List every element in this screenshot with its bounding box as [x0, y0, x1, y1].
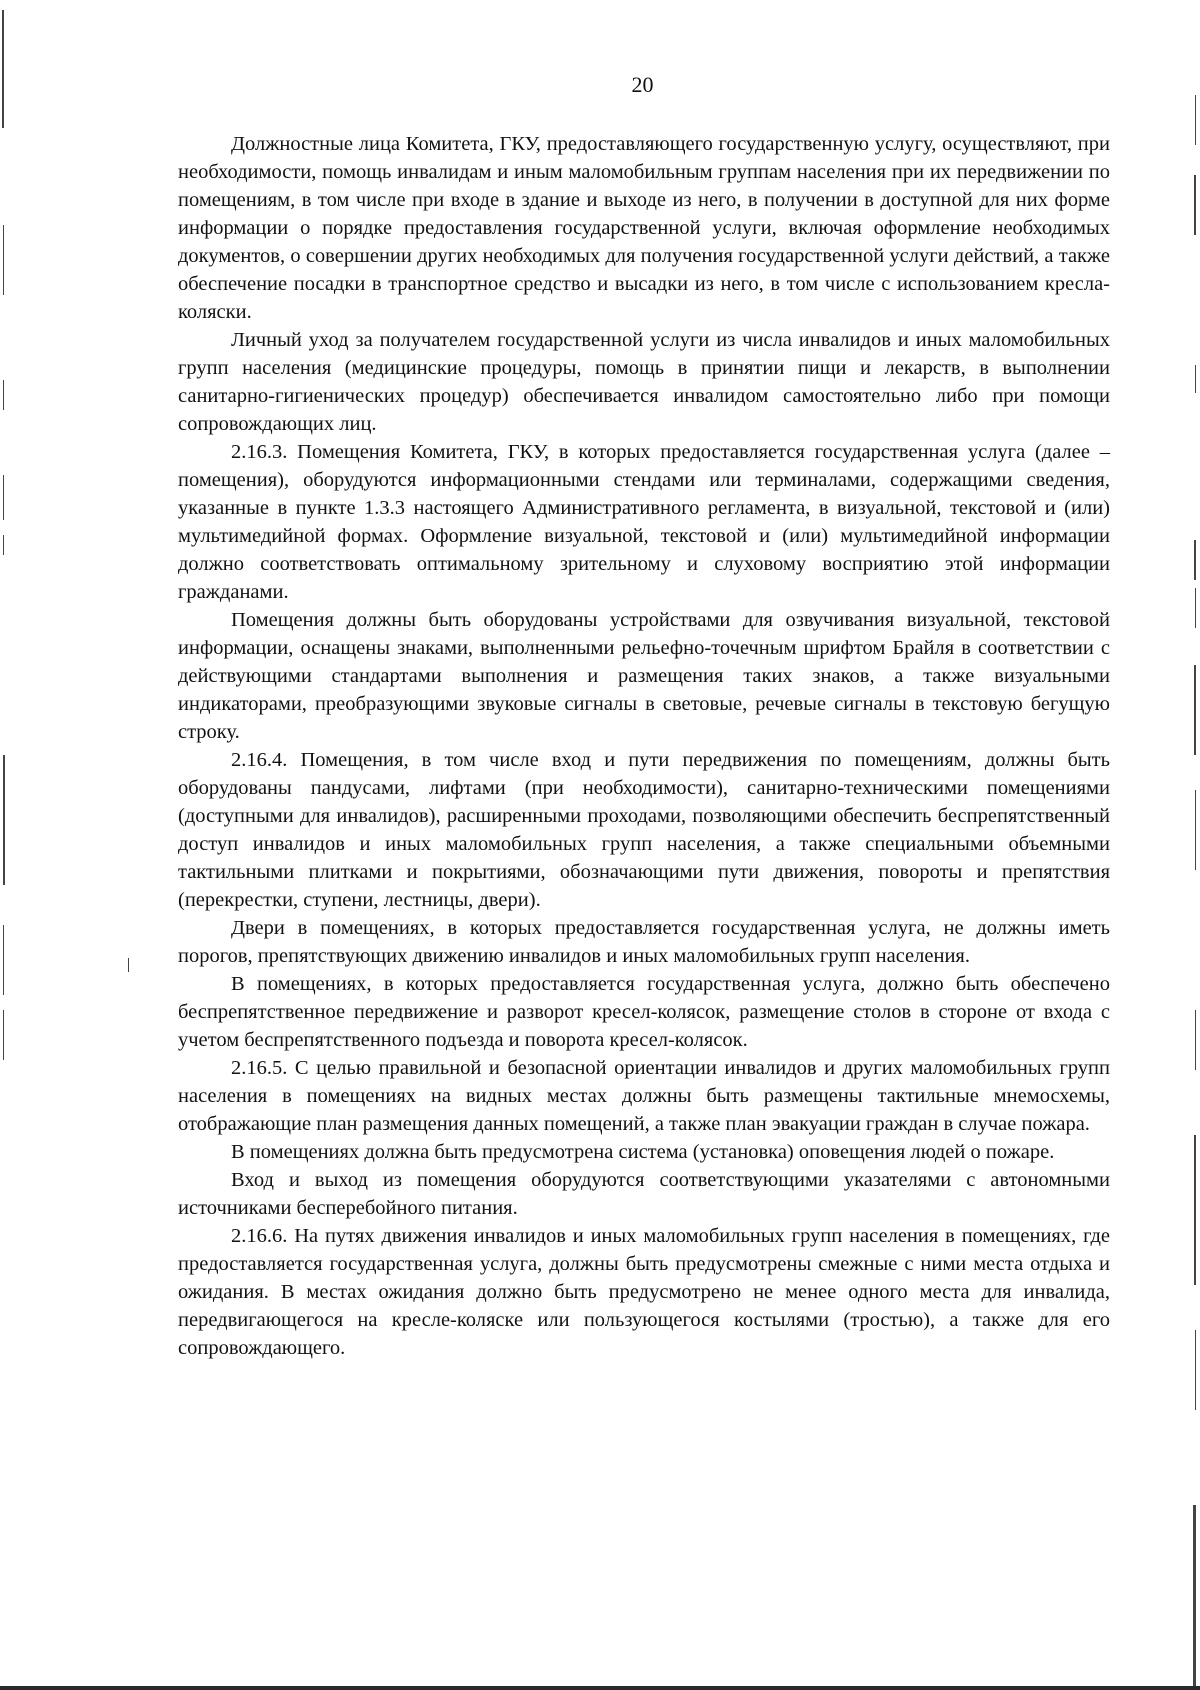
scan-mark-right-3	[1195, 365, 1196, 393]
scan-mark-right-8	[1195, 1010, 1196, 1070]
paragraph: Должностные лица Комитета, ГКУ, предоставляющего государственную услугу, осуществляют, при необходимости, помощь инвалидам и иным маломобильным группам населения при их передвижении по помещениям, в том числе при входе в здание и выходе из него, в получении в доступной для них форме информации о порядке предоставления государственной услуги, включая оформление необходимых документов, о совершении других необходимых для получения государственной услуги действий, а также обеспечение посадки в транспортное средство и высадки из него, в том числе с использованием кресла-коляски.	[178, 133, 1110, 323]
scan-mark-right-4	[1194, 540, 1196, 580]
page-number: 20	[631, 72, 654, 97]
scan-mark-right-9	[1194, 1135, 1196, 1285]
scan-mark-right-10	[1195, 1330, 1196, 1410]
paragraph: Двери в помещениях, в которых предоставляется государственная услуга, не должны иметь порогов, препятствующих движению инвалидов и иных маломобильных групп населения.	[178, 917, 1110, 967]
paragraph: Вход и выход из помещения оборудуются соответствующими указателями с автономными источниками бесперебойного питания.	[178, 1169, 1110, 1219]
scan-mark-left-5	[3, 535, 4, 555]
scan-mark-left-1	[2, 10, 4, 128]
document-body	[178, 130, 1110, 1362]
paragraph: В помещениях, в которых предоставляется государственная услуга, должно быть обеспечено беспрепятственное передвижение и разворот кресел-колясок, размещение столов в стороне от входа с учетом беспрепятственного подъезда и поворота кресел-колясок.	[178, 973, 1110, 1051]
paragraph: Личный уход за получателем государственной услуги из числа инвалидов и иных маломобильных групп населения (медицинские процедуры, помощь в принятии пищи и лекарств, в выполнении санитарно-гигиенических процедур) обеспечивается инвалидом самостоятельно либо при помощи сопровождающих лиц.	[178, 329, 1110, 435]
paragraph: 2.16.3. Помещения Комитета, ГКУ, в которых предоставляется государственная услуга (далее – помещения), оборудуются информационными стендами или терминалами, содержащими сведения, указанные в пункте 1.3.3 настоящего Административного регламента, в визуальной, текстовой и (или) мультимедийной формах. Оформление визуальной, текстовой и (или) мультимедийной информации должно соответствовать оптимальному зрительному и слуховому восприятию этой информации гражданами.	[178, 441, 1110, 603]
scan-mark-left-9	[128, 958, 129, 972]
paragraph: 2.16.5. С целью правильной и безопасной ориентации инвалидов и других маломобильных групп населения в помещениях на видных местах должны быть размещены тактильные мнемосхемы, отображающие план размещения данных помещений, а также план эвакуации граждан в случае пожара.	[178, 1057, 1110, 1135]
scan-mark-right-2	[1194, 175, 1196, 235]
paragraph: 2.16.4. Помещения, в том числе вход и пути передвижения по помещениям, должны быть оборудованы пандусами, лифтами (при необходимости), санитарно-техническими помещениями (доступными для инвалидов), расширенными проходами, позволяющими обеспечить беспрепятственный доступ инвалидов и иных маломобильных групп населения, а также специальными объемными тактильными плитками и покрытиями, обозначающими пути движения, повороты и препятствия (перекрестки, ступени, лестницы, двери).	[178, 749, 1110, 911]
scan-mark-left-4	[3, 475, 4, 520]
paragraph: 2.16.6. На путях движения инвалидов и иных маломобильных групп населения в помещениях, где предоставляется государственная услуга, должны быть предусмотрены смежные с ними места отдыха и ожидания. В местах ожидания должно быть предусмотрено не менее одного места для инвалида, передвигающегося на кресле-коляске или пользующегося костылями (тростью), а также для его сопровождающего.	[178, 1225, 1110, 1359]
scan-mark-left-8	[3, 1010, 4, 1060]
scan-mark-left-6	[3, 755, 5, 885]
scan-mark-right-6	[1194, 665, 1196, 755]
scan-mark-left-7	[3, 925, 4, 995]
paragraph: В помещениях должна быть предусмотрена система (установка) оповещения людей о пожаре.	[231, 1141, 1055, 1163]
scan-mark-right-5	[1195, 588, 1196, 628]
paragraph: Помещения должны быть оборудованы устройствами для озвучивания визуальной, текстовой информации, оснащены знаками, выполненными рельефно-точечным шрифтом Брайля в соответствии с действующими стандартами выполнения и размещения таких знаков, а также визуальными индикаторами, преобразующими звуковые сигналы в световые, речевые сигналы в текстовую бегущую строку.	[178, 609, 1110, 743]
scan-mark-right-7	[1195, 790, 1196, 870]
scan-mark-right-1	[1195, 95, 1196, 145]
scan-bottom-edge	[0, 1686, 1200, 1690]
scan-mark-left-2	[3, 225, 4, 295]
scan-mark-left-3	[3, 380, 4, 410]
scan-mark-right-11	[1193, 1505, 1196, 1687]
